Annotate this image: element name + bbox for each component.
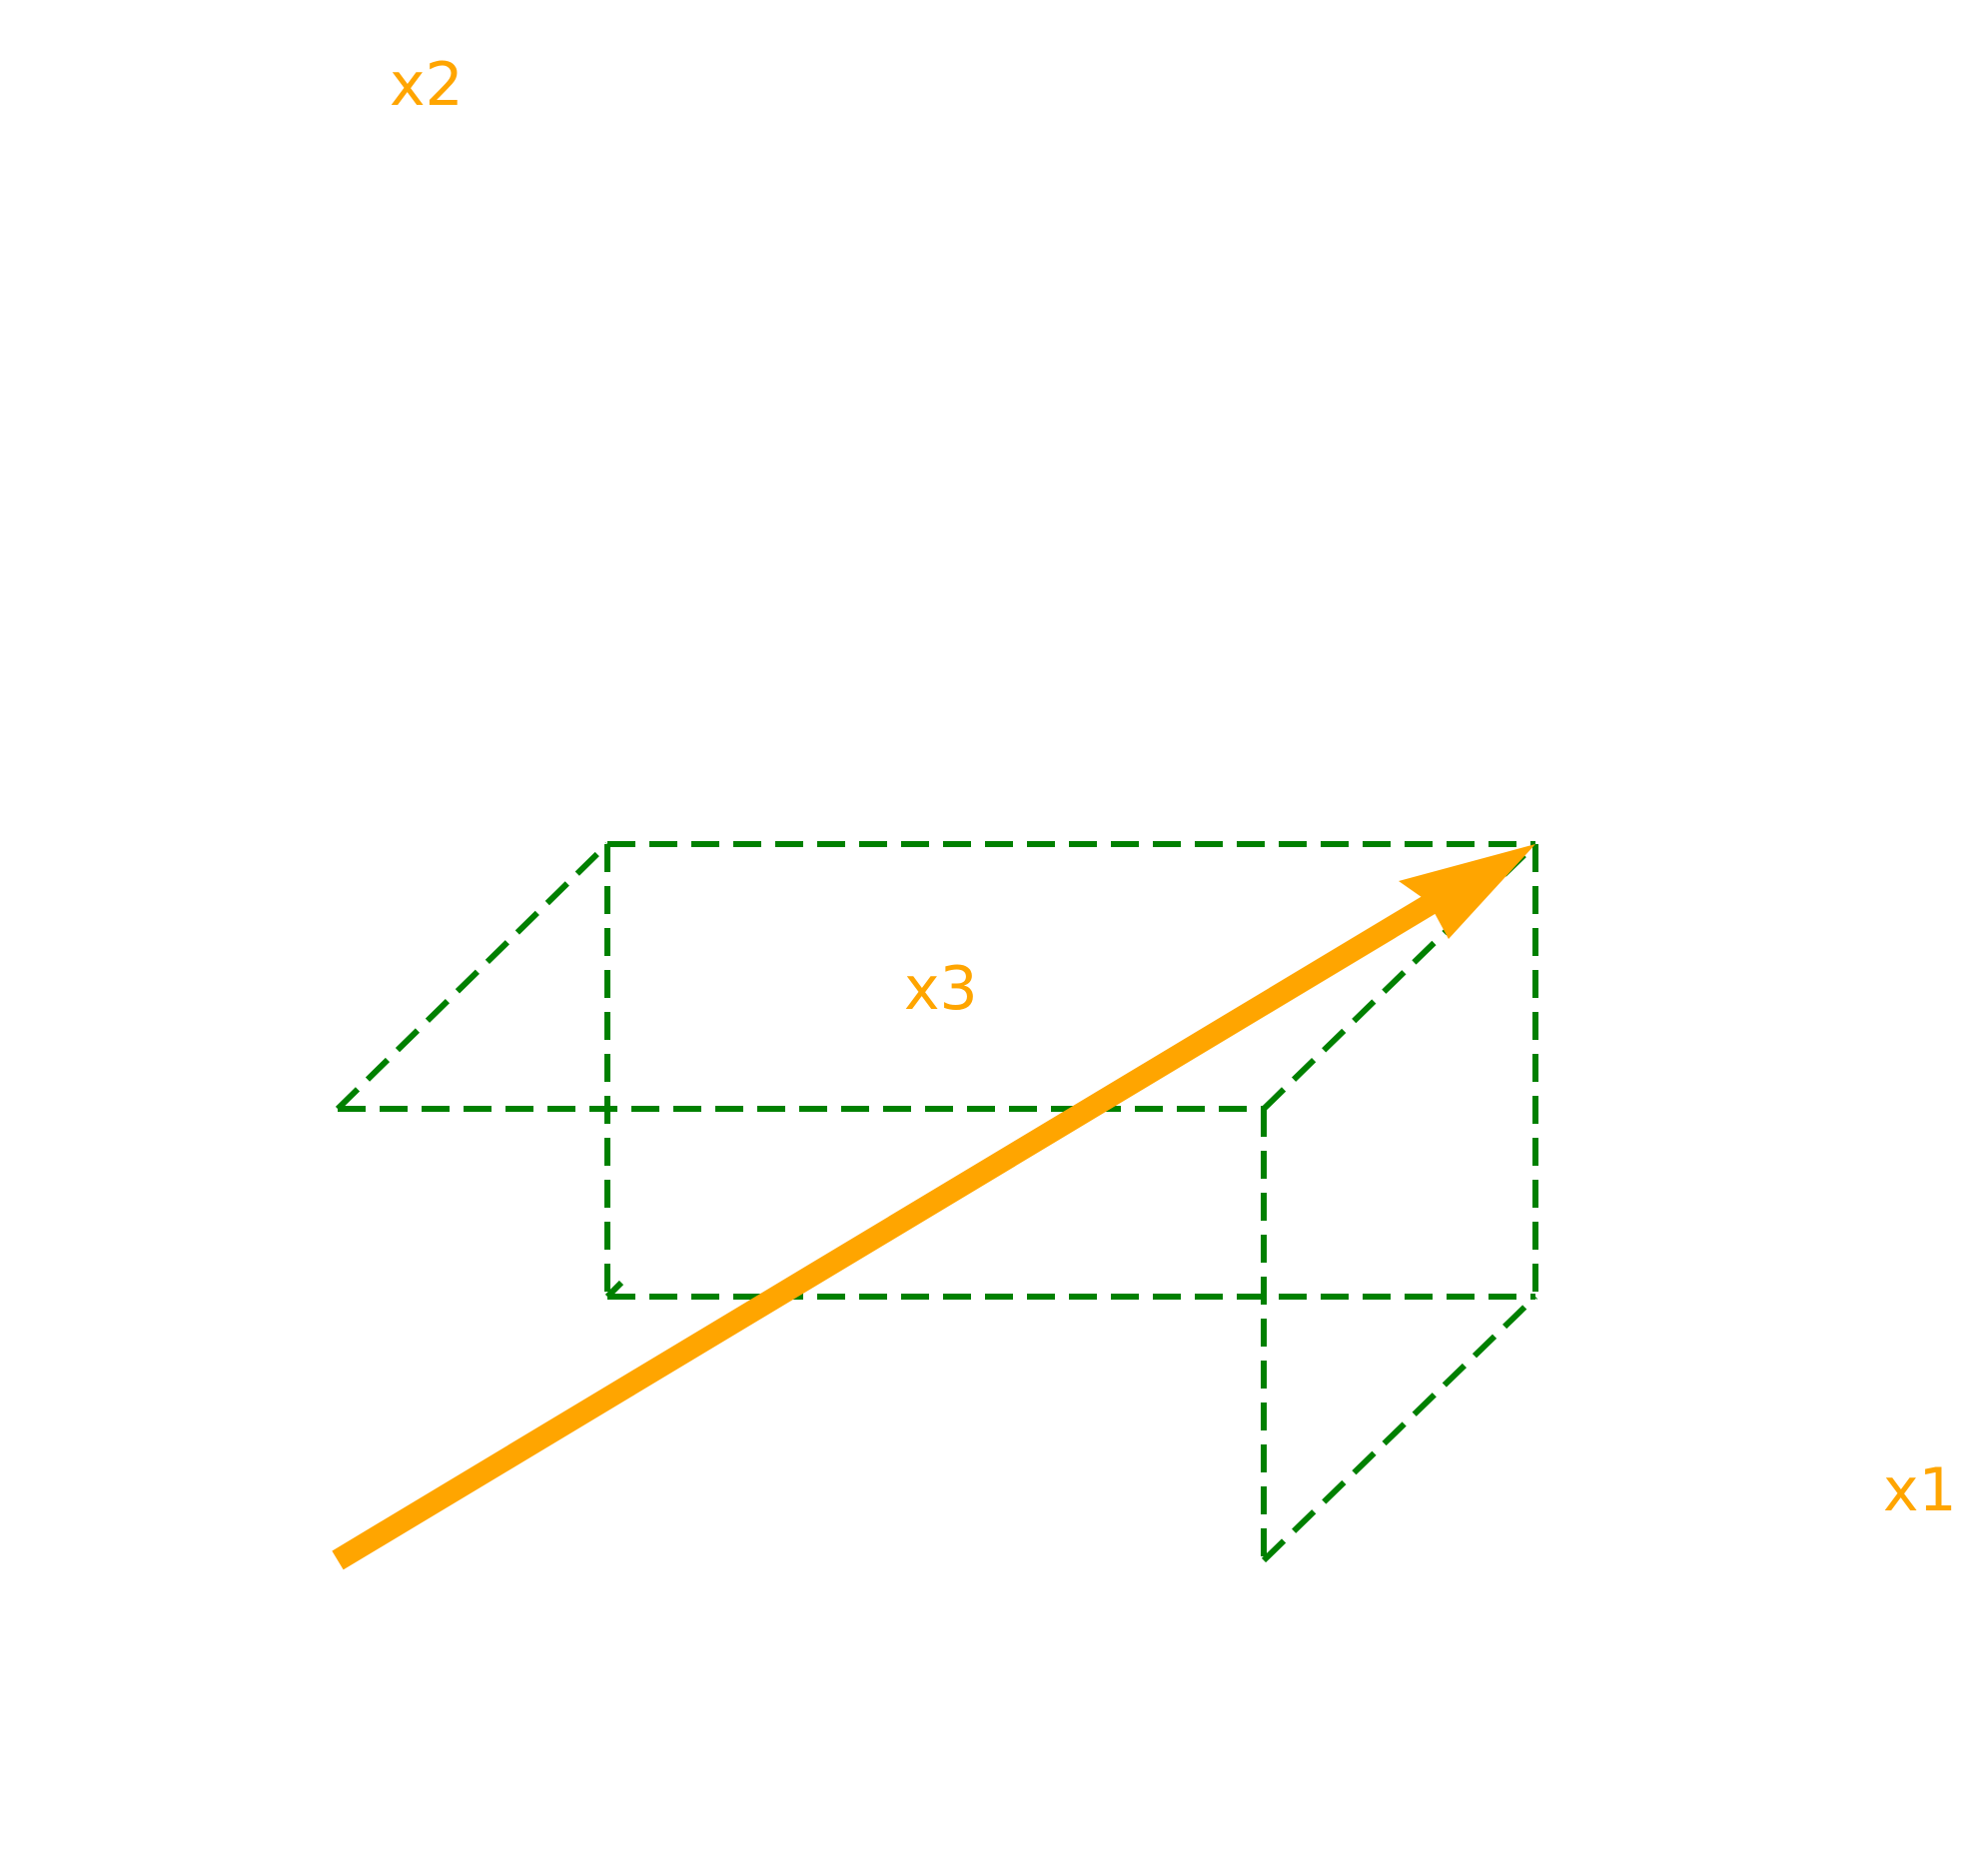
axis-label-x3: x3 (904, 954, 978, 1024)
axis-label-x1: x1 (1883, 1455, 1957, 1525)
axis-label-x2: x2 (390, 50, 464, 120)
vector-shaft (338, 899, 1439, 1560)
arrowhead-icon (1399, 844, 1535, 939)
box-edge-depth-top-left (338, 844, 607, 1109)
position-vector (338, 844, 1535, 1560)
box-edge-depth-bottom-right (1264, 1297, 1535, 1560)
